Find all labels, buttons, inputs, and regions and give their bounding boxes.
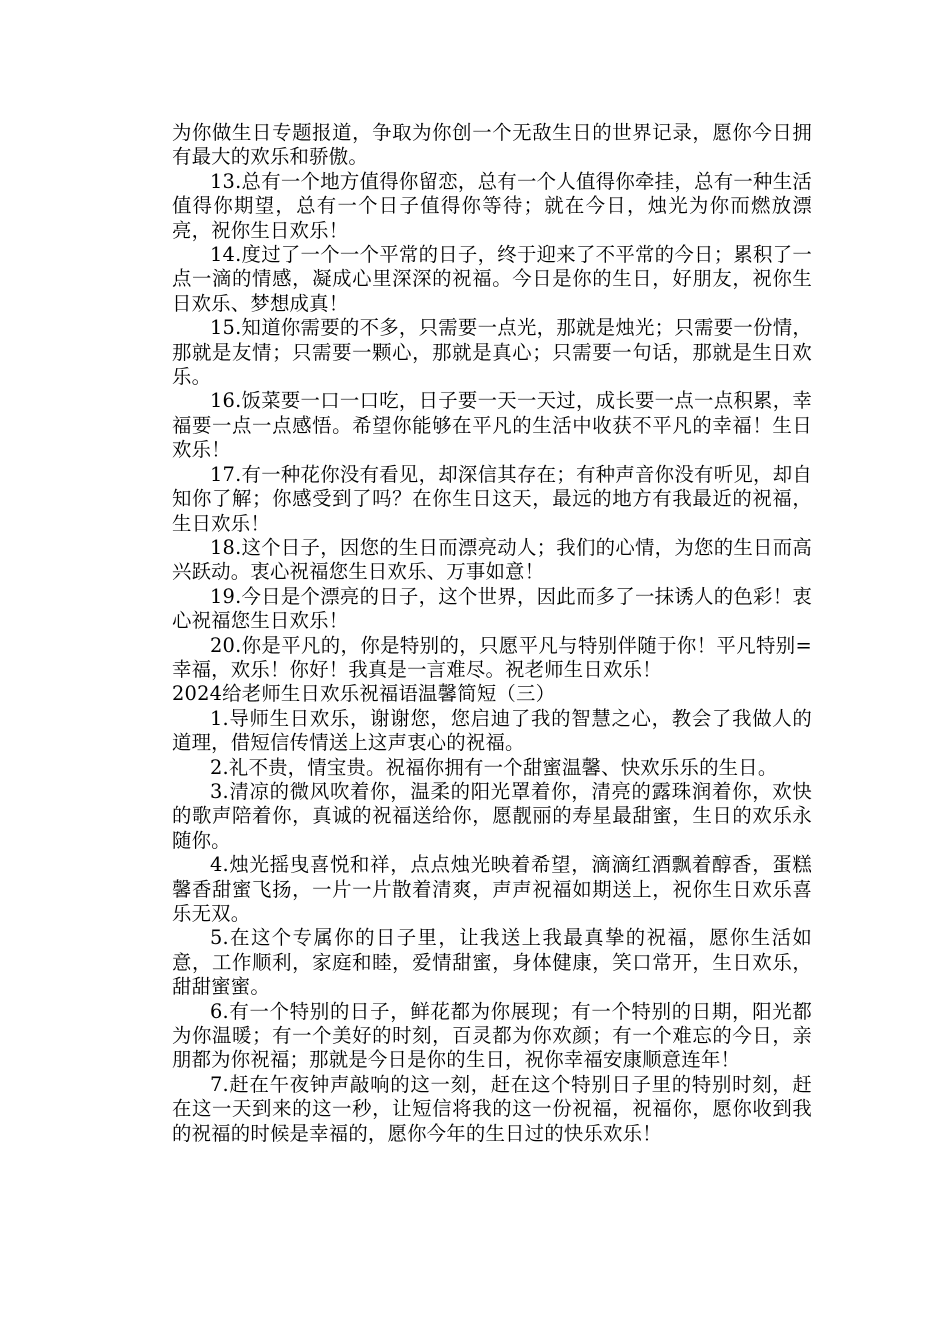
- paragraph-item-20: 20.你是平凡的，你是特别的，只愿平凡与特别伴随于你！平凡特别=幸福，欢乐！你好！我真是一言难尽。祝老师生日欢乐！: [172, 633, 812, 681]
- paragraph-item-1: 1.导师生日欢乐，谢谢您，您启迪了我的智慧之心，教会了我做人的道理，借短信传情送上这声衷心的祝福。: [172, 706, 812, 755]
- paragraph-item-17: 17.有一种花你没有看见，却深信其存在；有种声音你没有听见，却自知你了解；你感受到了吗？在你生日这天，最远的地方有我最近的祝福，生日欢乐！: [172, 462, 812, 535]
- document-page: [172, 121, 812, 1146]
- paragraph-item-15: 15.知道你需要的不多，只需要一点光，那就是烛光；只需要一份情，那就是友情；只需要一颗心，那就是真心；只需要一句话，那就是生日欢乐。: [172, 316, 812, 389]
- paragraph-item-6: 6.有一个特别的日子，鲜花都为你展现；有一个特别的日期，阳光都为你温暖；有一个美好的时刻，百灵都为你欢颜；有一个难忘的今日，亲朋都为你祝福；那就是今日是你的生日，祝你幸福安康顺意连年！: [172, 999, 812, 1072]
- paragraph-item-14: 14.度过了一个一个平常的日子，终于迎来了不平常的今日；累积了一点一滴的情感，凝成心里深深的祝福。今日是你的生日，好朋友，祝你生日欢乐、梦想成真！: [172, 243, 812, 315]
- paragraph-item-18: 18.这个日子，因您的生日而漂亮动人；我们的心情，为您的生日而高兴跃动。衷心祝福您生日欢乐、万事如意！: [172, 535, 812, 584]
- paragraph-item-19: 19.今日是个漂亮的日子，这个世界，因此而多了一抹诱人的色彩！衷心祝福您生日欢乐！: [172, 584, 812, 633]
- paragraph-item-5: 5.在这个专属你的日子里，让我送上我最真挚的祝福，愿你生活如意，工作顺利，家庭和睦，爱情甜蜜，身体健康，笑口常开，生日欢乐，甜甜蜜蜜。: [172, 926, 812, 999]
- paragraph-item-13: 13.总有一个地方值得你留恋，总有一个人值得你牵挂，总有一种生活值得你期望，总有一个日子值得你等待；就在今日，烛光为你而燃放漂亮，祝你生日欢乐！: [172, 169, 812, 242]
- paragraph-item-2: 2.礼不贵，情宝贵。祝福你拥有一个甜蜜温馨、快欢乐乐的生日。: [210, 755, 778, 779]
- paragraph-item-4: 4.烛光摇曳喜悦和祥，点点烛光映着希望，滴滴红酒飘着醇香，蛋糕馨香甜蜜飞扬，一片一片散着清爽，声声祝福如期送上，祝你生日欢乐喜乐无双。: [172, 853, 812, 925]
- paragraph-item-16: 16.饭菜要一口一口吃，日子要一天一天过，成长要一点一点积累，幸福要一点一点感悟。希望你能够在平凡的生活中收获不平凡的幸福！生日欢乐！: [172, 389, 812, 462]
- paragraph-continuation: 为你做生日专题报道，争取为你创一个无敌生日的世界记录，愿你今日拥有最大的欢乐和骄傲。: [172, 121, 812, 169]
- paragraph-item-7: 7.赶在午夜钟声敲响的这一刻，赶在这个特别日子里的特别时刻，赶在这一天到来的这一秒，让短信将我的这一份祝福，祝福你，愿你收到我的祝福的时候是幸福的，愿你今年的生日过的快乐欢乐！: [172, 1072, 812, 1145]
- paragraph-item-3: 3.清凉的微风吹着你，温柔的阳光罩着你，清亮的露珠润着你，欢快的歌声陪着你，真诚的祝福送给你，愿靓丽的寿星最甜蜜，生日的欢乐永随你。: [172, 779, 812, 852]
- section-heading: 2024给老师生日欢乐祝福语温馨简短（三）: [172, 682, 556, 706]
